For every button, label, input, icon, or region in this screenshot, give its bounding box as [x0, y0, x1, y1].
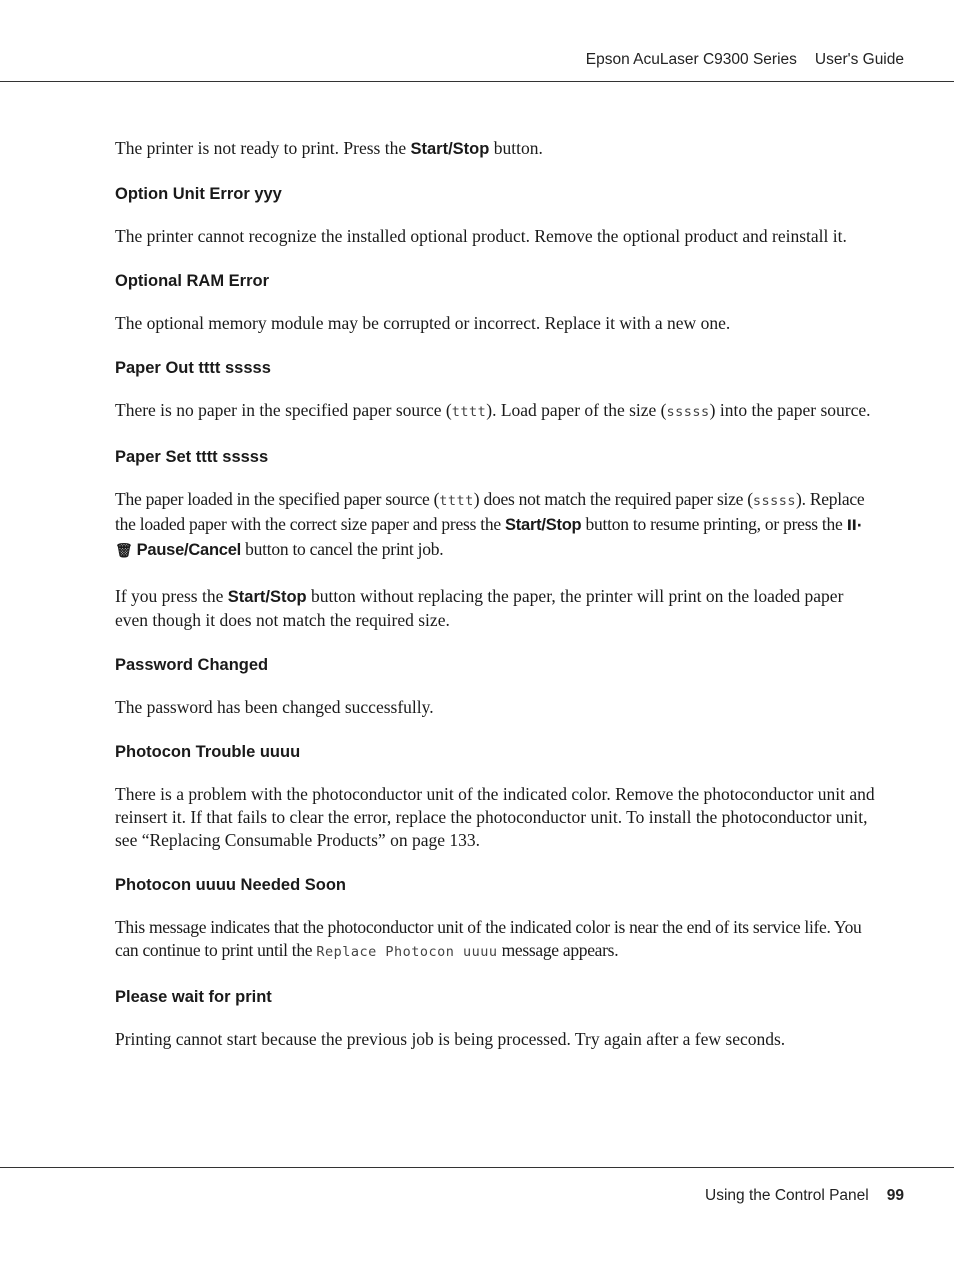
section-heading: Photocon Trouble uuuu: [115, 743, 301, 761]
start-stop-button-label: Start/Stop: [410, 140, 490, 158]
section-paragraph: There is a problem with the photoconductor unit of the indicated color. Remove the photoconductor unit and reinsert it. If that fails to clear the error, replace the photoconductor unit. To install the photoconductor unit, see “Replacing Consumable Products” on page 133.: [115, 784, 875, 850]
section-paragraph: The password has been changed successfully.: [115, 697, 434, 717]
section-heading: Paper Set tttt sssss: [115, 448, 269, 466]
section-heading: Password Changed: [115, 656, 269, 674]
text-run: The paper loaded in the specified paper source (: [115, 489, 440, 509]
intro-text-end: button.: [489, 138, 543, 158]
section-paragraph: Printing cannot start because the previous job is being processed. Try again after a few seconds.: [115, 1029, 786, 1049]
text-run: ) into the paper source.: [709, 400, 871, 420]
text-run: There is no paper in the specified paper source (: [115, 400, 452, 420]
pause-cancel-icon: II·🗑: [115, 518, 862, 559]
footer-section: Using the Control Panel: [705, 1187, 869, 1204]
page-header: [0, 0, 954, 82]
code-size: sssss: [666, 404, 710, 420]
text-run: This message indicates that the photoconductor unit of the indicated color is near the end of its service life. You can continue to print until the: [115, 917, 862, 960]
page-footer: [705, 1187, 904, 1205]
footer-rule: [0, 1167, 954, 1168]
section-paragraph: The printer cannot recognize the installed optional product. Remove the optional product and reinstall it.: [115, 226, 847, 246]
section-paragraph: The optional memory module may be corrupted or incorrect. Replace it with a new one.: [115, 313, 731, 333]
header-product: Epson AcuLaser C9300 Series: [585, 51, 797, 68]
section-paragraph: [115, 399, 879, 424]
page-content: [115, 137, 879, 1051]
header-text: [586, 51, 904, 69]
intro-text: The printer is not ready to print. Press the: [115, 138, 411, 158]
pause-cancel-button-label: Pause/Cancel: [136, 541, 241, 559]
start-stop-button-label: Start/Stop: [227, 588, 307, 606]
text-run: message appears.: [497, 940, 619, 960]
text-run: If you press the: [115, 586, 228, 606]
page-number: 99: [886, 1187, 904, 1204]
section-heading: Optional RAM Error: [115, 272, 270, 290]
header-guide: User's Guide: [814, 51, 904, 68]
text-run: ) does not match the required paper size (: [473, 489, 753, 509]
section-paragraph: [115, 916, 879, 964]
text-run: ). Replace the loaded paper with the correct size paper and press the: [115, 489, 865, 534]
code-size: sssss: [752, 493, 796, 509]
intro-paragraph: [115, 137, 879, 161]
text-run: ). Load paper of the size (: [486, 400, 667, 420]
section-paragraph: [115, 488, 879, 563]
section-paragraph: [115, 585, 879, 632]
text-run: button to resume printing, or press the: [581, 514, 847, 534]
code-message: Replace Photocon uuuu: [316, 944, 498, 960]
section-heading: Please wait for print: [115, 988, 272, 1006]
start-stop-button-label: Start/Stop: [505, 516, 582, 534]
code-source: tttt: [451, 404, 487, 420]
section-heading: Photocon uuuu Needed Soon: [115, 876, 346, 894]
section-heading: Paper Out tttt sssss: [115, 359, 271, 377]
section-heading: Option Unit Error yyy: [115, 185, 282, 203]
text-run: button to cancel the print job.: [240, 539, 444, 559]
text-run: button without replacing the paper, the printer will print on the loaded paper even though it does not match the required size.: [115, 586, 844, 630]
code-source: tttt: [439, 493, 474, 509]
